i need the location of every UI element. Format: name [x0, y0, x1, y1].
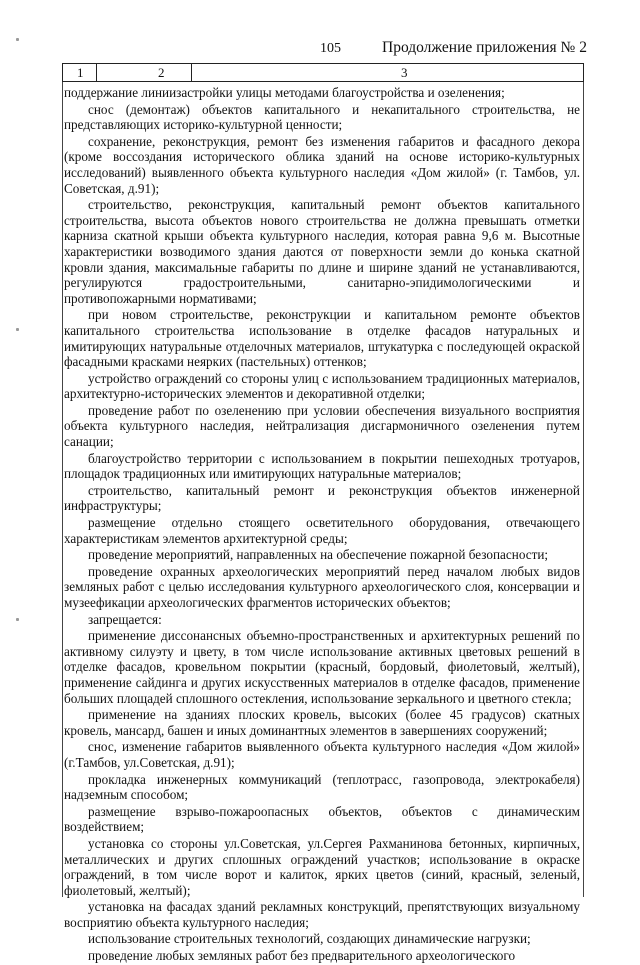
column-header-table	[62, 63, 584, 82]
table-left-border	[62, 82, 63, 897]
paragraph: снос (демонтаж) объектов капитального и некапитального строительства, не представляющих историко-культурной ценности;	[64, 101, 580, 133]
column-header-1: 1	[77, 65, 84, 80]
paragraph: применение диссонансных объемно-пространственных и архитектурных решений по активному силуэту и цвету, в том числе использование активных цветовых решений в отделке фасадов, кровельном покрытии (красный, бордовый, фиолетовый, желтый), применение сайдинга и других искусственных материалов в отделке фасадов, применение больших площадей сплошного остекления, использование зеркального и цветного стекла;	[64, 628, 580, 706]
column-header-2: 2	[158, 65, 165, 80]
paragraph: строительство, реконструкция, капитальный ремонт объектов капитального строительства, высота объектов нового строительства не должна превышать отметки карниза скатной крыши объекта культурного наследия, которая равна 9,6 м. Высотные характеристики возводимого здания даются от поверхности земли до конька скатной кровли здания, максимальные габариты по длине и ширине зданий не устанавливаются, регулируются градостроительными, санитарно-эпидимологическими и противопожарными нормативами;	[64, 197, 580, 306]
section-label-prohibited: запрещается:	[88, 611, 162, 627]
scan-mark	[16, 328, 19, 331]
page-number: 105	[320, 41, 341, 56]
scan-mark	[16, 38, 19, 41]
paragraph: сохранение, реконструкция, ремонт без изменения габаритов и фасадного декора (кроме воссоздания исторического облика зданий на основе историко-культурных исследований) выявленного объекта культурного наследия «Дом жилой» (г. Тамбов, ул. Советская, д.91);	[64, 133, 580, 196]
paragraph: проведение любых земляных работ без предварительного археологического	[88, 948, 516, 964]
paragraph: прокладка инженерных коммуникаций (теплотрасс, газопровода, электрокабеля) надземным способом;	[64, 771, 580, 803]
paragraph: размещение отдельно стоящего осветительного оборудования, отвечающего характеристикам элементов архитектурной среды;	[64, 515, 580, 546]
paragraph: установка на фасадах зданий рекламных конструкций, препятствующих визуальному восприятию объекта культурного наследия;	[64, 899, 580, 930]
paragraph: установка со стороны ул.Советская, ул.Сергея Рахманинова бетонных, кирпичных, металлических и других сплошных ограждений участков; использование в окраске ограждений, в том числе ворот и калиток, ярких цветов (синий, красный, зеленый, фиолетовый, желтый);	[64, 835, 580, 898]
paragraph: проведение охранных археологических мероприятий перед началом любых видов земляных работ с целью исследования культурного археологического слоя, консервации и музеефикации археологических фрагментов исторических объектов;	[64, 563, 580, 610]
paragraph: размещение взрыво-пожароопасных объектов, объектов с динамическим воздействием;	[64, 803, 580, 835]
table-right-border	[583, 82, 584, 897]
paragraph: устройство ограждений со стороны улиц с использованием традиционных материалов, архитектурно-исторических элементов и декоративной отделки;	[64, 370, 580, 402]
paragraph: проведение работ по озеленению при условии обеспечения визуального восприятия объекта культурного наследия, нейтрализация дисгармоничного озеленения путем санации;	[64, 402, 580, 450]
paragraph: благоустройство территории с использованием в покрытии пешеходных тротуаров, площадок традиционных или имитирующих натуральные материалов;	[64, 450, 580, 482]
paragraph: снос, изменение габаритов выявленного объекта культурного наследия «Дом жилой» (г.Тамбов, ул.Советская, д.91);	[64, 739, 580, 770]
document-body	[64, 85, 580, 965]
column-header-cell-2	[96, 64, 192, 81]
paragraph: строительство, капитальный ремонт и реконструкция объектов инженерной инфраструктуры;	[64, 482, 580, 514]
appendix-title: Продолжение приложения № 2	[382, 39, 587, 56]
scan-mark	[16, 618, 19, 621]
paragraph: поддержание линиизастройки улицы методами благоустройства и озеленения;	[64, 85, 505, 100]
paragraph: при новом строительстве, реконструкции и капитальном ремонте объектов капитального строительства использование в отделке фасадов натуральных и имитирующих натуральные отделочных материалов, штукатурка с последующей окраской фасадными красками неярких (пастельных) оттенков;	[64, 307, 580, 370]
column-header-3: 3	[401, 65, 408, 80]
paragraph: проведение мероприятий, направленных на обеспечение пожарной безопасности;	[88, 547, 549, 563]
paragraph: применение на зданиях плоских кровель, высоких (более 45 градусов) скатных кровель, мансард, башен и иных доминантных элементов в завершениях сооружений;	[64, 707, 580, 738]
paragraph: использование строительных технологий, создающих динамические нагрузки;	[88, 931, 531, 947]
